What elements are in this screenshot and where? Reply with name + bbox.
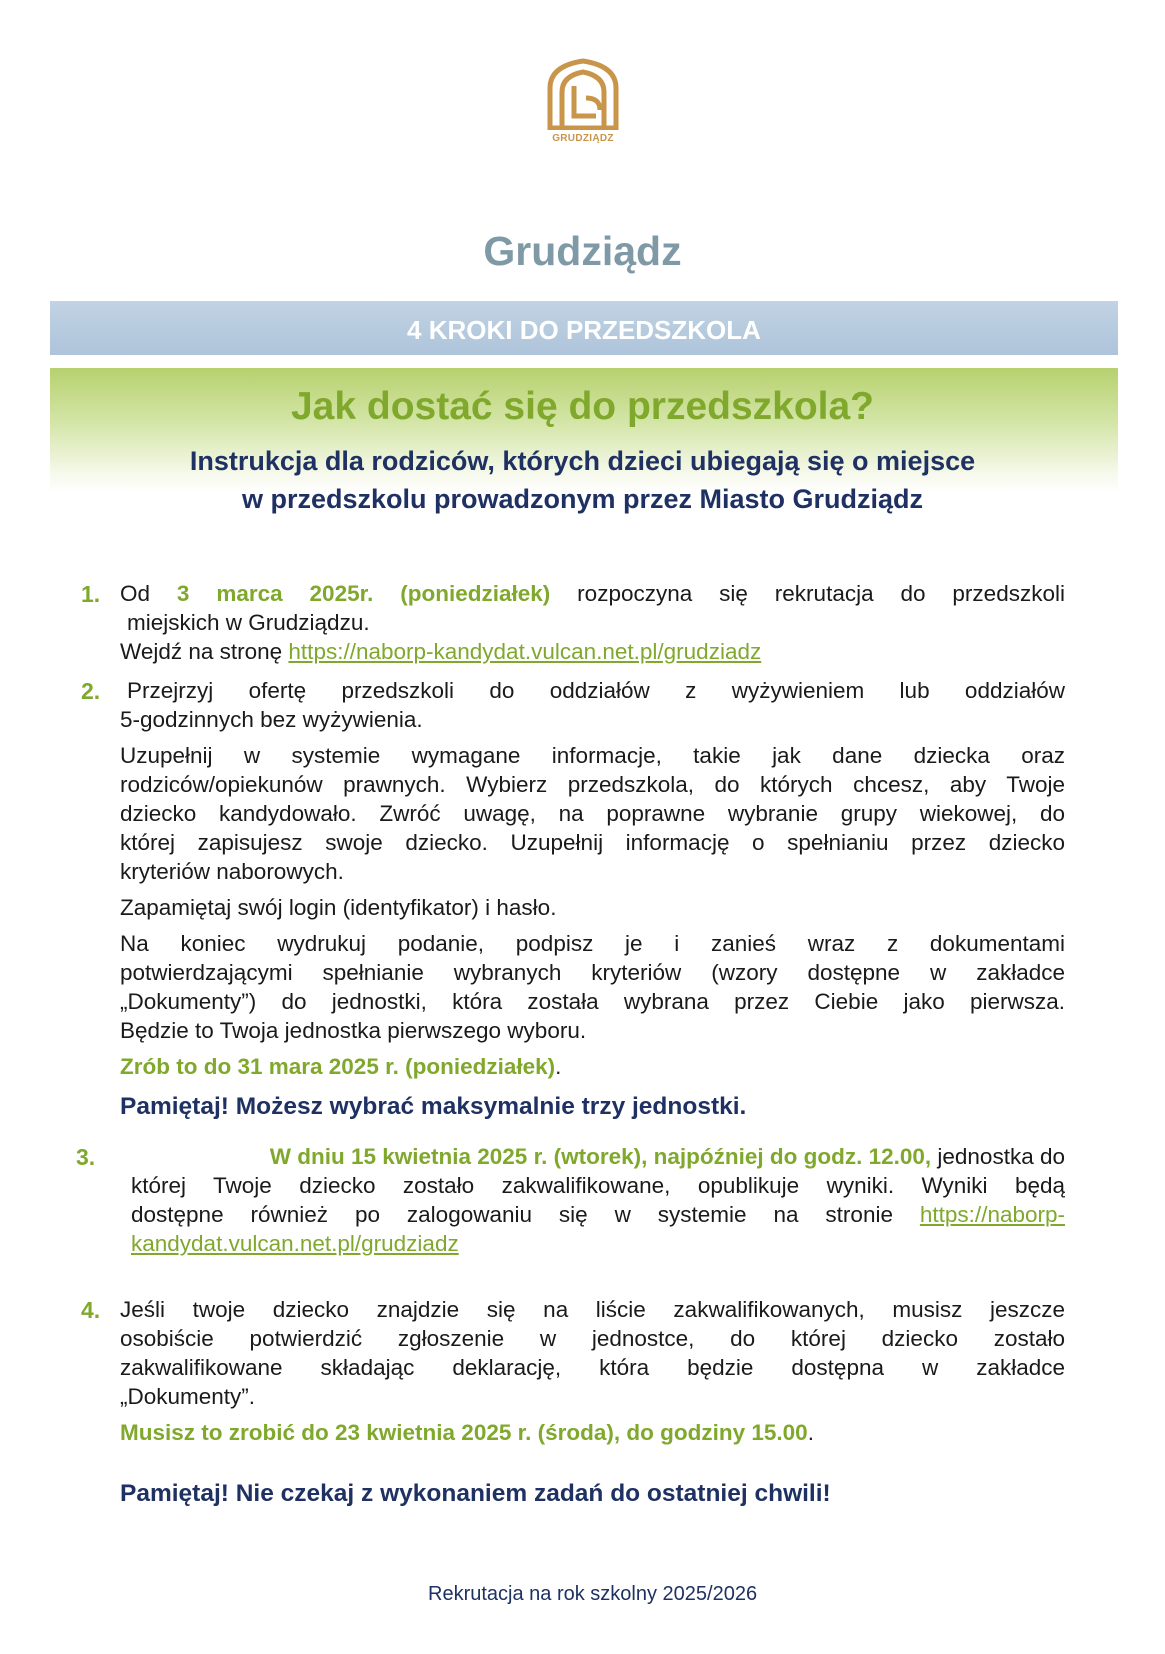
step-3-date: W dniu 15 kwietnia 2025 r. (wtorek), najpóźniej do godz. 12.00, bbox=[269, 1144, 932, 1169]
step-1-line-3 bbox=[120, 637, 761, 666]
step-3-line-3 bbox=[131, 1200, 1065, 1229]
step-3-link-part-2[interactable]: kandydat.vulcan.net.pl/grudziadz bbox=[131, 1231, 459, 1256]
step-2-p2-line-2: rodziców/opiekunów prawnych. Wybierz przedszkola, do których chcesz, aby Twoje bbox=[120, 772, 1065, 797]
step-2-p4-line-2: potwierdzającymi spełnianie wybranych kryteriów (wzory dostępne w zakładce bbox=[120, 960, 1065, 985]
step-2-p2-line-5: kryteriów naborowych. bbox=[120, 859, 344, 884]
step-4-line-1: Jeśli twoje dziecko znajdzie się na liście zakwalifikowanych, musisz jeszcze bbox=[120, 1297, 1065, 1322]
final-note: Pamiętaj! Nie czekaj z wykonaniem zadań do ostatniej chwili! bbox=[120, 1480, 831, 1507]
step-2-deadline-text: Zrób to do 31 mara 2025 r. (poniedziałek) bbox=[120, 1054, 556, 1079]
main-heading: Jak dostać się do przedszkola? bbox=[290, 385, 875, 428]
step-1-text: rozpoczyna się rekrutacja do przedszkoli bbox=[550, 581, 1065, 606]
step-2-p1-line-2: 5-godzinnych bez wyżywienia. bbox=[120, 707, 423, 732]
city-title: Grudziądz bbox=[483, 228, 682, 274]
step-1-number: 1. bbox=[81, 581, 101, 607]
step-2-p4-line-4: Będzie to Twoja jednostka pierwszego wyboru. bbox=[120, 1018, 587, 1043]
banner: 4 KROKI DO PRZEDSZKOLA bbox=[50, 301, 1118, 355]
step-1-visit-text: Wejdź na stronę bbox=[120, 639, 289, 664]
step-1-link[interactable]: https://naborp-kandydat.vulcan.net.pl/grudziadz bbox=[288, 639, 762, 664]
step-3-link-part-1[interactable]: https://naborp- bbox=[919, 1202, 1065, 1227]
step-3-text: jednostka do bbox=[931, 1144, 1065, 1169]
step-3-line-1 bbox=[150, 1142, 1065, 1171]
step-1-line-1 bbox=[120, 579, 1065, 608]
step-2-p3: Zapamiętaj swój login (identyfikator) i hasło. bbox=[120, 895, 557, 920]
subheading-line-1: Instrukcja dla rodziców, których dzieci ubiegają się o miejsce bbox=[189, 446, 976, 476]
step-4-line-4: „Dokumenty”. bbox=[120, 1384, 256, 1409]
logo-text: GRUDZIĄDZ bbox=[552, 133, 614, 144]
step-4-number: 4. bbox=[81, 1297, 101, 1323]
step-2-p2-line-4: której zapisujesz swoje dziecko. Uzupełnij informację o spełnianiu przez dziecko bbox=[120, 830, 1065, 855]
step-2-p1-line-1: Przejrzyj ofertę przedszkoli do oddziałów z wyżywieniem lub oddziałów bbox=[127, 678, 1065, 703]
step-1-date: 3 marca 2025r. (poniedziałek) bbox=[176, 581, 551, 606]
step-2-number: 2. bbox=[81, 678, 101, 704]
step-4-deadline-text: Musisz to zrobić do 23 kwietnia 2025 r. (środa), do godziny 15.00 bbox=[120, 1420, 808, 1445]
footer: Rekrutacja na rok szkolny 2025/2026 bbox=[428, 1583, 758, 1605]
step-4-deadline bbox=[120, 1418, 814, 1447]
step-2-p2-line-1: Uzupełnij w systemie wymagane informacje, takie jak dane dziecka oraz bbox=[120, 743, 1065, 768]
step-3-line-2: której Twoje dziecko zostało zakwalifikowane, opublikuje wyniki. Wyniki będą bbox=[131, 1173, 1065, 1198]
grudziadz-emblem-icon bbox=[546, 58, 620, 130]
step-2-remember: Pamiętaj! Możesz wybrać maksymalnie trzy jednostki. bbox=[120, 1093, 747, 1120]
step-2-p4-line-1: Na koniec wydrukuj podanie, podpisz je i zanieś wraz z dokumentami bbox=[120, 931, 1065, 956]
step-1-prefix: Od bbox=[120, 581, 177, 606]
step-4-line-3: zakwalifikowane składając deklarację, która będzie dostępna w zakładce bbox=[120, 1355, 1065, 1380]
step-2-p4-line-3: „Dokumenty”) do jednostki, która została wybrana przez Ciebie jako pierwsza. bbox=[120, 989, 1065, 1014]
step-4-line-2: osobiście potwierdzić zgłoszenie w jednostce, do której dziecko zostało bbox=[120, 1326, 1065, 1351]
step-2-p2-line-3: dziecko kandydowało. Zwróć uwagę, na poprawne wybranie grupy wiekowej, do bbox=[120, 801, 1065, 826]
step-3-line-3-text: dostępne również po zalogowaniu się w systemie na stronie bbox=[131, 1202, 920, 1227]
step-2-deadline bbox=[120, 1052, 561, 1081]
subheading-line-2: w przedszkolu prowadzonym przez Miasto Grudziądz bbox=[241, 484, 924, 514]
step-2-deadline-dot: . bbox=[555, 1054, 562, 1079]
step-3-line-4 bbox=[131, 1229, 459, 1258]
city-logo bbox=[545, 58, 621, 144]
step-4-deadline-dot: . bbox=[807, 1420, 814, 1445]
step-1-line-2: miejskich w Grudziądzu. bbox=[127, 610, 370, 635]
step-3-number: 3. bbox=[76, 1144, 96, 1170]
